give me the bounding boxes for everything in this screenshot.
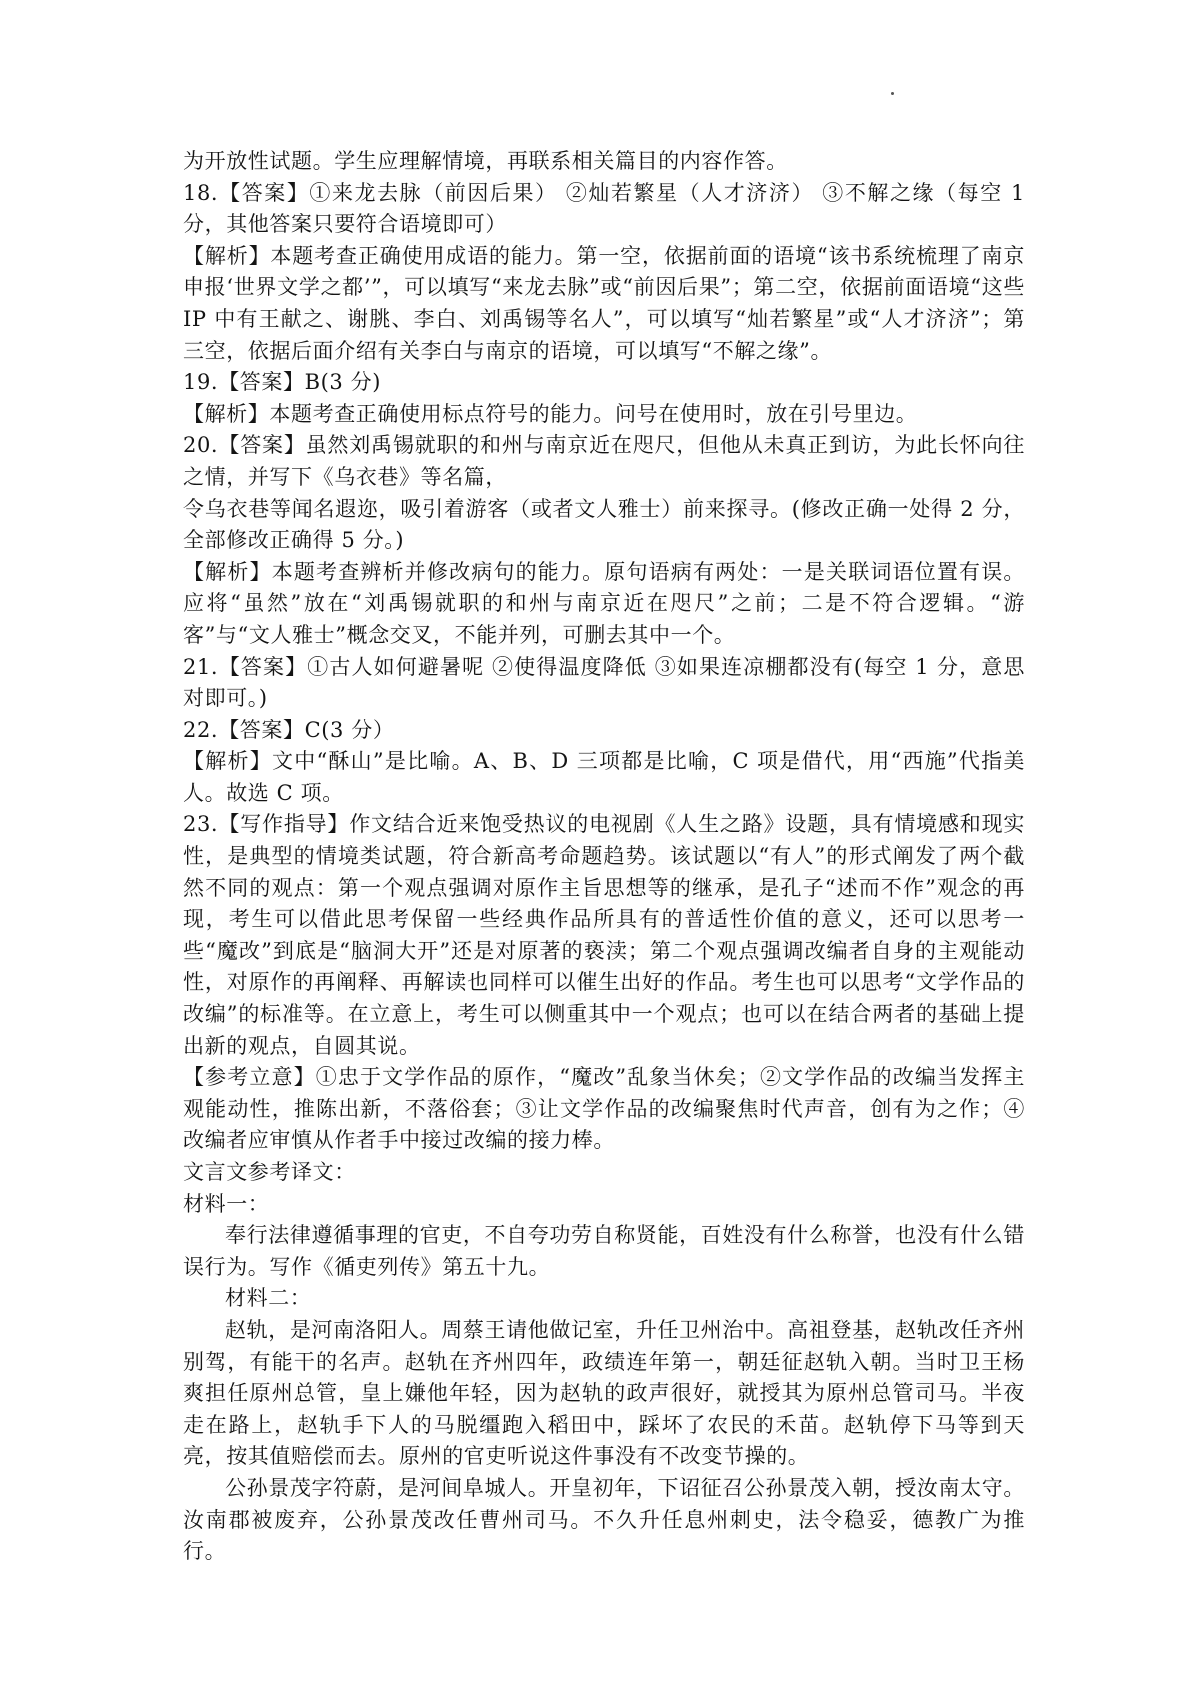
material-two-gongsun: 公孙景茂字符蔚，是河间阜城人。开皇初年，下诏征召公孙景茂入朝，授汝南太守。汝南郡被废弃，公孙景茂改任曹州司马。不久升任息州刺史，法令稳妥，德教广为推行。 — [183, 1475, 1025, 1564]
answer-22: 22.【答案】C(3 分） — [183, 717, 395, 742]
answer-20: 20.【答案】虽然刘禹锡就职的和州与南京近在咫尺，但他从未真正到访，为此长怀向往之情，并写下《乌衣巷》等名篇， — [183, 433, 1025, 489]
material-two-zhao-gui: 赵轨，是河南洛阳人。周蔡王请他做记室，升任卫州治中。高祖登基，赵轨改任齐州别驾，有能干的名声。赵轨在齐州四年，政绩连年第一，朝廷征赵轨入朝。当时卫王杨爽担任原州总管，皇上嫌他年轻，因为赵轨的政声很好，就授其为原州总管司马。半夜走在路上，赵轨手下人的马脱缰跑入稻田中，踩坏了农民的禾苗。赵轨停下马等到天亮，按其值赔偿而去。原州的官吏听说这件事没有不改变节操的。 — [183, 1317, 1025, 1469]
writing-guide-23: 23.【写作指导】作文结合近来饱受热议的电视剧《人生之路》设题，具有情境感和现实性，是典型的情境类试题，符合新高考命题趋势。该试题以“有人”的形式阐发了两个截然不同的观点：第一个观点强调对原作主旨思想等的继承，是孔子“述而不作”观念的再现，考生可以借此思考保留一些经典作品所具有的普适性价值的意义，还可以思考一些“魔改”到底是“脑洞大开”还是对原著的亵渎；第二个观点强调改编者自身的主观能动性，对原作的再阐释、再解读也同样可以催生出好的作品。考生也可以思考“文学作品的改编”的标准等。在立意上，考生可以侧重其中一个观点；也可以在结合两者的基础上提出新的观点，自圆其说。 — [183, 812, 1025, 1058]
answer-20-continued: 令乌衣巷等闻名遐迩，吸引着游客（或者文人雅士）前来探寻。(修改正确一处得 2 分，全部修改正确得 5 分。) — [183, 496, 1025, 553]
material-two-heading: 材料二： — [225, 1286, 312, 1311]
material-one-text: 奉行法律遵循事理的官吏，不自夸功劳自称贤能，百姓没有什么称誉，也没有什么错误行为。写作《循吏列传》第五十九。 — [183, 1223, 1025, 1279]
answer-21: 21.【答案】①古人如何避暑呢 ②使得温度降低 ③如果连凉棚都没有(每空 1 分，意思对即可。) — [183, 654, 1025, 711]
translation-heading: 文言文参考译文： — [183, 1160, 356, 1184]
material-one-heading: 材料一： — [183, 1191, 270, 1216]
scan-dot — [891, 92, 894, 95]
answer-18: 18.【答案】①来龙去脉（前因后果） ②灿若繁星（人才济济） ③不解之缘（每空 1 分，其他答案只要符合语境即可） — [183, 180, 1025, 237]
analysis-20: 【解析】本题考查辨析并修改病句的能力。原句语病有两处：一是关联词语位置有误。应将“虽然”放在“刘禹锡就职的和州与南京近在咫尺”之前；二是不符合逻辑。“游客”与“文人雅士”概念交叉，不能并列，可删去其中一个。 — [183, 559, 1025, 647]
reference-ideas-23: 【参考立意】①忠于文学作品的原作，“魔改”乱象当休矣；②文学作品的改编当发挥主观能动性，推陈出新，不落俗套；③让文学作品的改编聚焦时代声音，创有为之作；④改编者应审慎从作者手中接过改编的接力棒。 — [183, 1065, 1025, 1153]
analysis-18: 【解析】本题考查正确使用成语的能力。第一空，依据前面的语境“该书系统梳理了南京申报‘世界文学之都’”，可以填写“来龙去脉”或“前因后果”；第二空，依据前面语境“这些 IP 中有王献之、谢朓、李白、刘禹锡等名人”，可以填写“灿若繁星”或“人才济济”；第三空，依据后面介绍有关李白与南京的语境，可以填写“不解之缘”。 — [183, 243, 1025, 363]
answer-19: 19.【答案】B(3 分) — [183, 370, 382, 395]
analysis-22: 【解析】文中“酥山”是比喻。A、B、D 三项都是比喻，C 项是借代，用“西施”代指美人。故选 C 项。 — [183, 749, 1025, 805]
analysis-19: 【解析】本题考查正确使用标点符号的能力。问号在使用时，放在引号里边。 — [183, 401, 918, 426]
document-body — [183, 146, 1025, 1568]
paragraph: 为开放性试题。学生应理解情境，再联系相关篇目的内容作答。 — [183, 149, 788, 173]
